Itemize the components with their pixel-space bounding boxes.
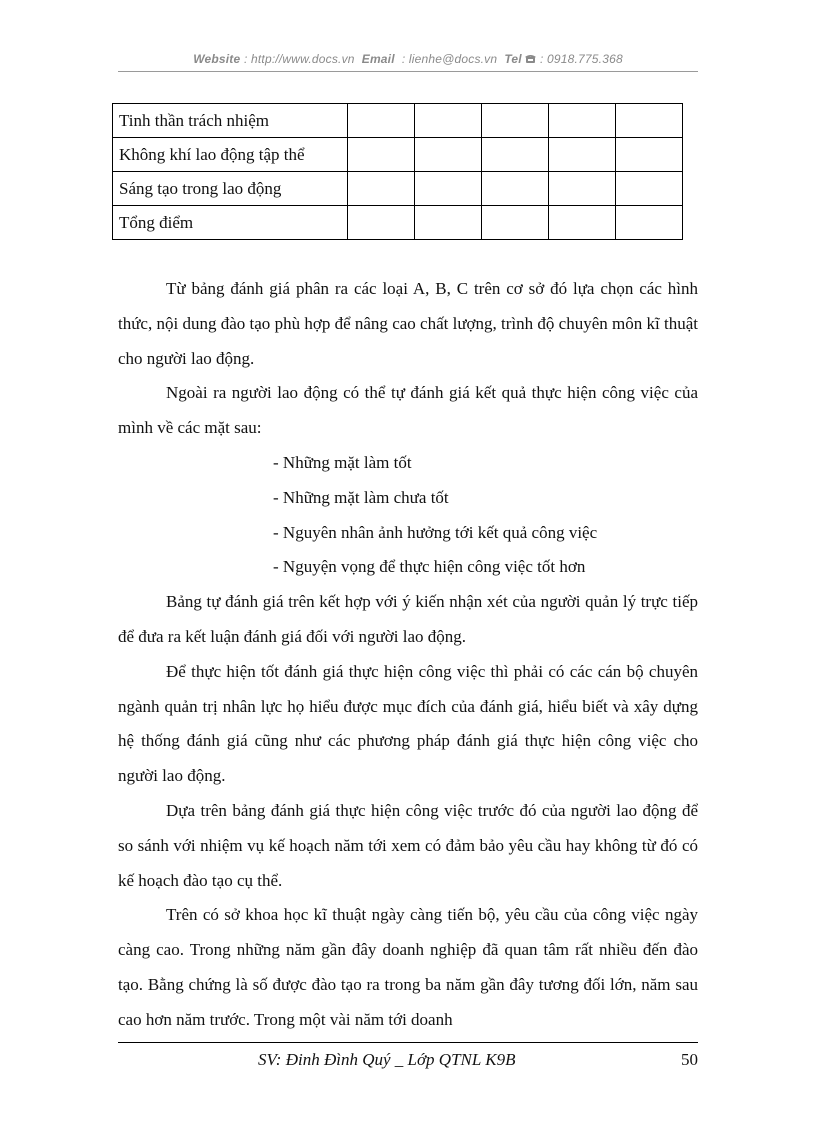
table-row — [113, 172, 683, 206]
score-cell — [415, 206, 482, 240]
score-cell — [482, 138, 549, 172]
website-value: : http://www.docs.vn — [243, 52, 355, 66]
score-cell — [482, 172, 549, 206]
body-text — [118, 272, 698, 1038]
score-cell — [616, 138, 683, 172]
score-cell — [415, 172, 482, 206]
evaluation-table — [112, 103, 683, 240]
website-label: Website — [193, 52, 241, 66]
criterion-label: Tổng điểm — [113, 206, 348, 240]
page-number: 50 — [681, 1050, 698, 1069]
list-item: - Những mặt làm tốt — [273, 452, 412, 472]
score-cell — [415, 138, 482, 172]
score-cell — [482, 206, 549, 240]
phone-icon — [525, 53, 536, 67]
score-cell — [616, 172, 683, 206]
tel-label: Tel — [504, 52, 522, 66]
score-cell — [616, 206, 683, 240]
paragraph: Để thực hiện tốt đánh giá thực hiện công việc thì phải có các cán bộ chuyên ngành quản trị nhân lực họ hiểu được mục đích của đánh giá, hiểu biết và xây dựng hệ thống đánh giá cũng như các phương pháp đánh giá thực hiện công việc cho người lao động. — [118, 661, 698, 786]
paragraph: Bảng tự đánh giá trên kết hợp với ý kiến nhận xét của người quản lý trực tiếp để đưa ra kết luận đánh giá đối với người lao động. — [118, 592, 698, 646]
score-cell — [482, 104, 549, 138]
email-label: Email — [361, 52, 395, 66]
bullet-list — [118, 446, 698, 585]
score-cell — [549, 138, 616, 172]
score-cell — [616, 104, 683, 138]
criterion-label: Tinh thần trách nhiệm — [113, 104, 348, 138]
table-row — [113, 104, 683, 138]
score-cell — [348, 172, 415, 206]
paragraph: Ngoài ra người lao động có thể tự đánh giá kết quả thực hiện công việc của mình về các mặt sau: — [118, 383, 698, 438]
list-item: - Nguyên nhân ảnh hưởng tới kết quả công việc — [273, 522, 598, 542]
score-cell — [348, 206, 415, 240]
tel-value: : 0918.775.368 — [539, 52, 623, 66]
table-row — [113, 138, 683, 172]
score-cell — [348, 104, 415, 138]
score-cell — [549, 206, 616, 240]
score-cell — [348, 138, 415, 172]
list-item: - Những mặt làm chưa tốt — [273, 487, 449, 507]
score-cell — [415, 104, 482, 138]
footer-divider — [118, 1042, 698, 1043]
list-item: - Nguyện vọng để thực hiện công việc tốt hơn — [273, 557, 586, 577]
table-row — [113, 206, 683, 240]
email-value: : lienhe@docs.vn — [401, 52, 498, 66]
paragraph: Dựa trên bảng đánh giá thực hiện công việc trước đó của người lao động để so sánh với nhiệm vụ kế hoạch năm tới xem có đảm bảo yêu cầu hay không từ đó có kế hoạch đào tạo cụ thể. — [118, 800, 698, 890]
paragraph: Từ bảng đánh giá phân ra các loại A, B, C trên cơ sở đó lựa chọn các hình thức, nội dung đào tạo phù hợp để nâng cao chất lượng, trình độ chuyên môn kĩ thuật cho người lao động. — [118, 279, 698, 368]
criterion-label: Sáng tạo trong lao động — [113, 172, 348, 206]
criterion-label: Không khí lao động tập thể — [113, 138, 348, 172]
score-cell — [549, 104, 616, 138]
page-header — [118, 52, 698, 67]
author-signature: SV: Đinh Đình Quý _ Lớp QTNL K9B — [258, 1050, 516, 1069]
score-cell — [549, 172, 616, 206]
paragraph: Trên có sở khoa học kĩ thuật ngày càng tiến bộ, yêu cầu của công việc ngày càng cao. Trong những năm gần đây doanh nghiệp đã quan tâm rất nhiều đến đào tạo. Bằng chứng là số được đào tạo ra trong ba năm gần đây tương đối lớn, năm sau cao hơn năm trước. Trong một vài năm tới doanh — [118, 905, 698, 1029]
header-divider — [118, 71, 698, 72]
